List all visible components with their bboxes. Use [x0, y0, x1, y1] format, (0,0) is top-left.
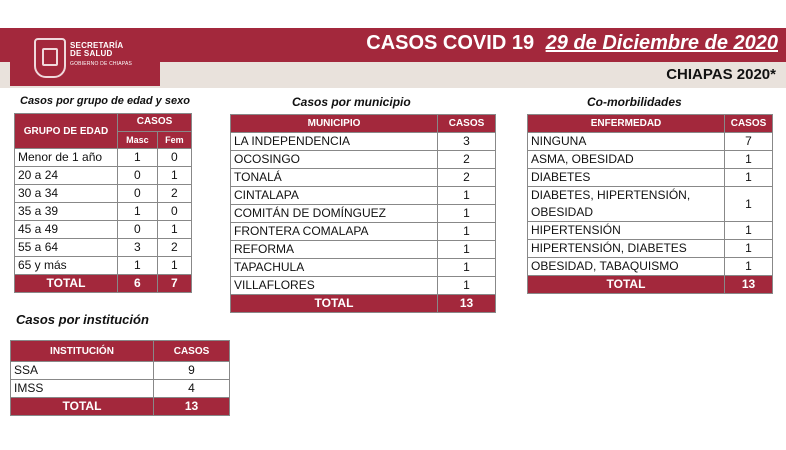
title-text: CASOS COVID 19 [366, 32, 535, 54]
table-row [15, 203, 192, 221]
total-label: TOTAL [231, 295, 438, 313]
table-row [231, 169, 496, 187]
age-masc-value: 0 [118, 185, 158, 203]
age-fem-value: 0 [157, 203, 191, 221]
municipio-label: CINTALAPA [231, 187, 438, 205]
comorb-label: ASMA, OBESIDAD [528, 151, 725, 169]
table-row [231, 133, 496, 151]
municipio-section-title: Casos por municipio [292, 95, 411, 109]
age-label: 30 a 34 [15, 185, 118, 203]
comorb-label: NINGUNA [528, 133, 725, 151]
municipio-value: 1 [438, 259, 496, 277]
municipio-value: 1 [438, 277, 496, 295]
total-row [11, 398, 230, 416]
comorb-label: HIPERTENSIÓN [528, 222, 725, 240]
municipio-label: TONALÁ [231, 169, 438, 187]
table-row [528, 240, 773, 258]
total-masc-value: 6 [118, 275, 158, 293]
municipio-value: 1 [438, 205, 496, 223]
municipio-label: TAPACHULA [231, 259, 438, 277]
comorb-value: 1 [725, 151, 773, 169]
municipio-label: VILLAFLORES [231, 277, 438, 295]
age-fem-value: 1 [157, 167, 191, 185]
age-masc-value: 0 [118, 167, 158, 185]
age-label: 65 y más [15, 257, 118, 275]
comorb-label: HIPERTENSIÓN, DIABETES [528, 240, 725, 258]
title-date: 29 de Diciembre de 2020 [545, 32, 778, 54]
municipio-label: COMITÁN DE DOMÍNGUEZ [231, 205, 438, 223]
municipio-label: OCOSINGO [231, 151, 438, 169]
table-row [528, 151, 773, 169]
municipio-value: 3 [438, 133, 496, 151]
table-row [15, 185, 192, 203]
municipio-label: FRONTERA COMALAPA [231, 223, 438, 241]
total-row [528, 276, 773, 294]
comorb-col-name: ENFERMEDAD [528, 115, 725, 133]
total-row [15, 275, 192, 293]
header-banner [0, 28, 786, 88]
age-label: 35 a 39 [15, 203, 118, 221]
table-row [231, 241, 496, 259]
table-row [231, 151, 496, 169]
municipio-value: 2 [438, 169, 496, 187]
age-fem-value: 1 [157, 221, 191, 239]
age-col-cases: CASOS [118, 114, 192, 132]
table-row [15, 239, 192, 257]
table-row [231, 205, 496, 223]
secretaria-logo [10, 30, 160, 86]
table-row [528, 222, 773, 240]
total-label: TOTAL [15, 275, 118, 293]
municipio-value: 2 [438, 151, 496, 169]
total-value: 13 [725, 276, 773, 294]
institucion-section-title: Casos por institución [16, 312, 149, 327]
total-value: 13 [154, 398, 230, 416]
table-row [15, 221, 192, 239]
municipio-value: 1 [438, 187, 496, 205]
municipio-label: LA INDEPENDENCIA [231, 133, 438, 151]
comorb-value: 1 [725, 258, 773, 276]
logo-text [70, 42, 132, 68]
institucion-value: 4 [154, 380, 230, 398]
municipio-label: REFORMA [231, 241, 438, 259]
comorb-value: 1 [725, 240, 773, 258]
total-label: TOTAL [11, 398, 154, 416]
institucion-table [10, 340, 230, 416]
institucion-label: SSA [11, 362, 154, 380]
municipio-col-name: MUNICIPIO [231, 115, 438, 133]
municipio-value: 1 [438, 223, 496, 241]
age-col-fem: Fem [157, 131, 191, 149]
age-section-title: Casos por grupo de edad y sexo [20, 95, 190, 107]
comorb-value: 1 [725, 187, 773, 222]
comorb-label: DIABETES [528, 169, 725, 187]
total-value: 13 [438, 295, 496, 313]
logo-line-3: GOBIERNO DE CHIAPAS [70, 61, 133, 67]
municipio-col-cases: CASOS [438, 115, 496, 133]
comorb-table [527, 114, 773, 294]
table-row [231, 223, 496, 241]
table-row [231, 187, 496, 205]
comorb-col-cases: CASOS [725, 115, 773, 133]
logo-line-1: SECRETARÍA [70, 41, 124, 50]
institucion-col-name: INSTITUCIÓN [11, 341, 154, 362]
table-row [11, 380, 230, 398]
age-masc-value: 3 [118, 239, 158, 257]
comorb-label: OBESIDAD, TABAQUISMO [528, 258, 725, 276]
table-row [231, 277, 496, 295]
table-row [11, 362, 230, 380]
page-subtitle: CHIAPAS 2020* [666, 66, 776, 83]
institucion-col-cases: CASOS [154, 341, 230, 362]
logo-line-2: DE SALUD [70, 49, 113, 58]
total-fem-value: 7 [157, 275, 191, 293]
table-row [15, 167, 192, 185]
age-masc-value: 1 [118, 149, 158, 167]
table-row [15, 149, 192, 167]
age-table [14, 113, 192, 293]
age-fem-value: 1 [157, 257, 191, 275]
age-fem-value: 2 [157, 185, 191, 203]
table-row [528, 169, 773, 187]
age-fem-value: 2 [157, 239, 191, 257]
comorb-value: 1 [725, 169, 773, 187]
age-label: 20 a 24 [15, 167, 118, 185]
comorb-section-title: Co-morbilidades [587, 95, 682, 109]
institucion-label: IMSS [11, 380, 154, 398]
age-col-masc: Masc [118, 131, 158, 149]
table-row [528, 133, 773, 151]
table-row [528, 258, 773, 276]
municipio-value: 1 [438, 241, 496, 259]
table-row [528, 187, 773, 222]
age-col-group: GRUPO DE EDAD [15, 114, 118, 149]
total-row [231, 295, 496, 313]
comorb-value: 7 [725, 133, 773, 151]
comorb-value: 1 [725, 222, 773, 240]
page-title [366, 32, 778, 55]
age-label: 55 a 64 [15, 239, 118, 257]
age-label: Menor de 1 año [15, 149, 118, 167]
table-row [15, 257, 192, 275]
age-masc-value: 1 [118, 257, 158, 275]
age-masc-value: 0 [118, 221, 158, 239]
municipio-table [230, 114, 496, 313]
age-label: 45 a 49 [15, 221, 118, 239]
table-row [231, 259, 496, 277]
comorb-label: DIABETES, HIPERTENSIÓN, OBESIDAD [528, 187, 725, 222]
age-fem-value: 0 [157, 149, 191, 167]
chiapas-seal-icon [34, 38, 66, 78]
total-label: TOTAL [528, 276, 725, 294]
institucion-value: 9 [154, 362, 230, 380]
age-masc-value: 1 [118, 203, 158, 221]
